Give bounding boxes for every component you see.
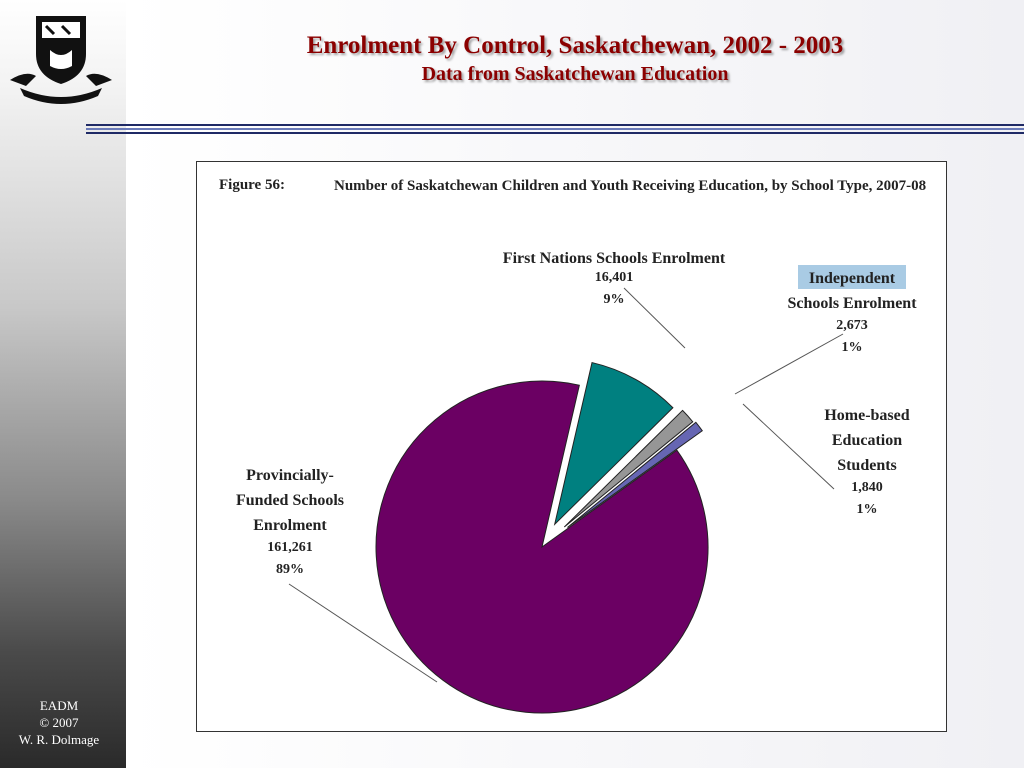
crest-logo-icon [6,10,116,110]
slice-value: 161,261 [267,540,313,555]
figure-number: Figure 56: [219,177,285,193]
slice-value: 16,401 [594,270,634,285]
figure-caption: Number of Saskatchewan Children and Youth Receiving Education, by School Type, 2007-08 [334,178,927,194]
footer-line: EADM [39,698,79,713]
slice-percent: 1% [841,340,863,355]
slice-label: Home-based [824,407,910,424]
footer-credit [0,697,118,748]
slice-label: Provincially- [246,467,334,484]
slice-percent: 89% [276,562,304,577]
slice-label: Enrolment [253,517,327,534]
slice-value: 1,840 [851,480,883,495]
slice-label: Independent [808,270,896,287]
chart-figure [196,161,947,732]
pie-chart [197,162,948,733]
leader-line [743,404,834,489]
slice-label: First Nations Schools Enrolment [502,250,726,267]
title-divider [86,124,1024,132]
slide-title: Enrolment By Control, Saskatchewan, 2002 - 2003 [306,32,844,59]
slice-percent: 1% [856,502,878,517]
slice-value: 2,673 [836,318,868,333]
leader-line [735,334,843,394]
footer-line: © 2007 [39,715,79,730]
leader-line [624,288,685,348]
sidebar-gradient [0,0,126,768]
slice-label: Students [837,457,897,474]
slice-label: Funded Schools [235,492,345,509]
slice-percent: 9% [603,292,625,307]
slice-label: Education [831,432,903,449]
pie-slice [376,381,708,713]
slide-subtitle: Data from Saskatchewan Education [421,63,729,85]
slice-label: Schools Enrolment [787,295,917,312]
footer-line: W. R. Dolmage [18,732,100,747]
